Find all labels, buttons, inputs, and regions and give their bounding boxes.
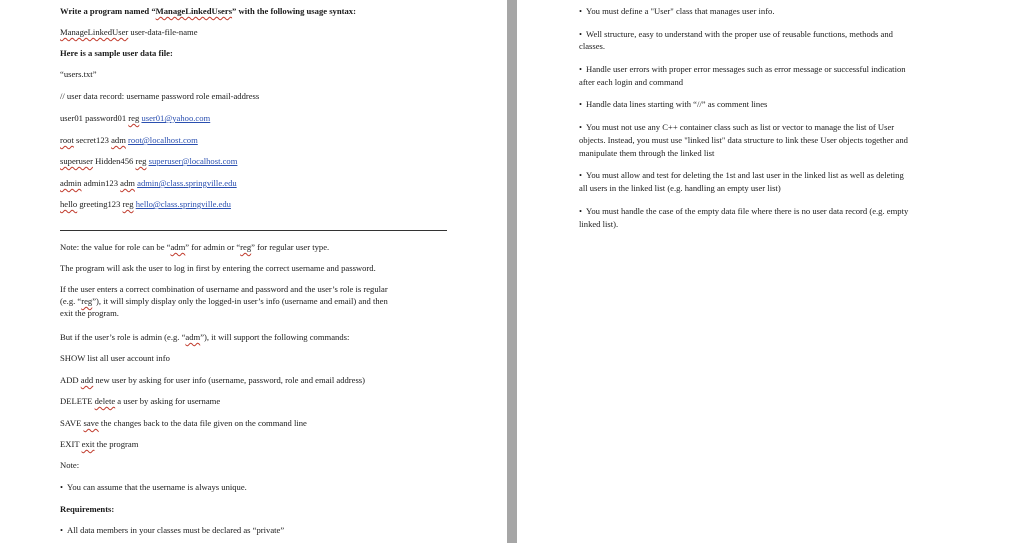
note-bullet: [60, 482, 247, 493]
record-username: admin: [60, 178, 82, 188]
record-username: superuser: [60, 156, 93, 166]
role-reg: reg: [240, 242, 252, 252]
user-record: [60, 156, 237, 167]
requirement-text: You must handle the case of the empty data file where there is no user data record (e.g. empty: [586, 206, 909, 216]
bullet-icon: •: [579, 99, 583, 109]
bullet-icon: •: [579, 6, 583, 16]
requirement-bullet: [579, 170, 904, 181]
sample-heading: Here is a sample user data file:: [60, 48, 173, 58]
requirement-bullet: [60, 525, 284, 536]
record-format-comment: // user data record: username password role email-address: [60, 91, 260, 101]
user-record: [60, 113, 210, 124]
paragraph-text: But if the user’s role is admin (e.g. “: [60, 332, 186, 342]
record-role: reg: [135, 156, 147, 166]
command-name: SAVE: [60, 418, 82, 428]
user-record: [60, 199, 231, 210]
admin-paragraph: [60, 332, 349, 343]
requirement-bullet: [579, 64, 906, 75]
requirement-bullet: [579, 206, 908, 217]
record-role: reg: [128, 113, 140, 123]
note-label: Note:: [60, 460, 80, 470]
requirement-bullet: [579, 122, 894, 133]
record-password: password01: [85, 113, 127, 123]
usage-command: ManageLinkedUser: [60, 27, 129, 37]
command-description: the program: [94, 439, 139, 449]
bullet-icon: •: [60, 482, 64, 492]
requirement-text: You must define a "User" class that manages user info.: [586, 6, 775, 16]
command-exit: [60, 439, 138, 450]
heading-text: Write a program named “: [60, 6, 156, 16]
bullet-icon: •: [579, 29, 583, 39]
login-paragraph: The program will ask the user to log in first by entering the correct username and password.: [60, 263, 376, 273]
command-save: [60, 418, 307, 429]
requirement-text: You must allow and test for deleting the 1st and last user in the linked list as well as deleting: [586, 170, 904, 180]
command-description: a user by asking for username: [115, 396, 221, 406]
command-add: [60, 375, 365, 386]
record-role: adm: [120, 178, 135, 188]
record-username: root: [60, 135, 74, 145]
requirement-bullet: [579, 6, 775, 17]
bullet-icon: •: [579, 122, 583, 132]
requirement-text-cont: linked list).: [579, 219, 619, 229]
requirement-text-cont: after each login and command: [579, 77, 684, 87]
regular-user-paragraph-line: exit the program.: [60, 308, 119, 318]
bullet-icon: •: [579, 206, 583, 216]
program-heading: [60, 6, 356, 17]
sample-filename: “users.txt”: [60, 69, 97, 79]
program-name: ManageLinkedUsers: [155, 6, 233, 16]
heading-text-end: ” with the following usage syntax:: [232, 6, 356, 16]
record-password: greeting123: [79, 199, 121, 209]
requirement-text: All data members in your classes must be declared as “private”: [67, 525, 285, 535]
role-note: [60, 242, 329, 253]
record-username: user01: [60, 113, 83, 123]
command-name: ADD: [60, 375, 79, 385]
command-delete: [60, 396, 220, 407]
bullet-icon: •: [579, 170, 583, 180]
command-description: the changes back to the data file given on the command line: [98, 418, 307, 428]
requirement-bullet: [579, 29, 893, 40]
page-separator: [507, 0, 517, 543]
note-unique-text: You can assume that the username is always unique.: [67, 482, 247, 492]
requirement-text: Well structure, easy to understand with the proper use of reusable functions, methods and: [586, 29, 893, 39]
document-page-left: [0, 0, 507, 543]
requirement-text: Handle user errors with proper error messages such as error message or successful indication: [586, 64, 906, 74]
record-email-link[interactable]: user01@yahoo.com: [141, 113, 211, 123]
paragraph-text: ”), it will simply display only the logged-in user’s info (username and email) and then: [92, 296, 388, 306]
record-role: reg: [122, 199, 134, 209]
paragraph-text: ”), it will support the following commands:: [200, 332, 350, 342]
requirement-text-cont: objects. Instead, you must use "linked list" data structure to link these User objects together and: [579, 135, 908, 145]
record-email-link[interactable]: root@localhost.com: [128, 135, 198, 145]
command-word: delete: [94, 396, 116, 406]
command-description: new user by asking for user info (username, password, role and email address): [93, 375, 366, 385]
command-show: [60, 353, 170, 364]
role-adm: adm: [185, 332, 201, 342]
command-word: save: [83, 418, 99, 428]
command-description: list all user account info: [85, 353, 170, 363]
record-password: Hidden456: [95, 156, 134, 166]
record-email-link[interactable]: hello@class.springville.edu: [135, 199, 231, 209]
record-email-link[interactable]: admin@class.springville.edu: [137, 178, 237, 188]
requirement-text: Handle data lines starting with “//” as comment lines: [586, 99, 768, 109]
user-record: [60, 178, 237, 189]
record-email-link[interactable]: superuser@localhost.com: [148, 156, 238, 166]
bullet-icon: •: [579, 64, 583, 74]
document-page-right: [517, 0, 1024, 543]
role-adm: adm: [170, 242, 186, 252]
command-word: exit: [81, 439, 95, 449]
requirement-text-cont: all users in the linked list (e.g. handling an empty user list): [579, 183, 781, 193]
role-note-text: ” for regular user type.: [251, 242, 330, 252]
record-role: adm: [111, 135, 126, 145]
horizontal-rule: [60, 230, 447, 231]
record-password: admin123: [83, 178, 119, 188]
requirement-text-cont: classes.: [579, 41, 606, 51]
requirement-text: You must not use any C++ container class such as list or vector to manage the list of User: [586, 122, 895, 132]
command-name: EXIT: [60, 439, 80, 449]
regular-user-paragraph-line: [60, 296, 388, 307]
role-note-text: ” for admin or “: [185, 242, 241, 252]
role-reg: reg: [81, 296, 93, 306]
requirement-bullet: [579, 99, 767, 110]
usage-line: [60, 27, 198, 38]
command-name: DELETE: [60, 396, 93, 406]
record-username: hello: [60, 199, 78, 209]
bullet-icon: •: [60, 525, 64, 535]
requirements-heading: Requirements:: [60, 504, 115, 514]
regular-user-paragraph-line: If the user enters a correct combination of username and password and the user’s role is regular: [60, 284, 388, 294]
requirement-text-cont: manipulate them through the linked list: [579, 148, 715, 158]
role-note-text: Note: the value for role can be “: [60, 242, 171, 252]
paragraph-text: (e.g. “: [60, 296, 82, 306]
usage-args: user-data-file-name: [128, 27, 198, 37]
record-password: secret123: [76, 135, 109, 145]
user-record: [60, 135, 198, 146]
command-name: SHOW: [60, 353, 86, 363]
command-word: add: [80, 375, 94, 385]
